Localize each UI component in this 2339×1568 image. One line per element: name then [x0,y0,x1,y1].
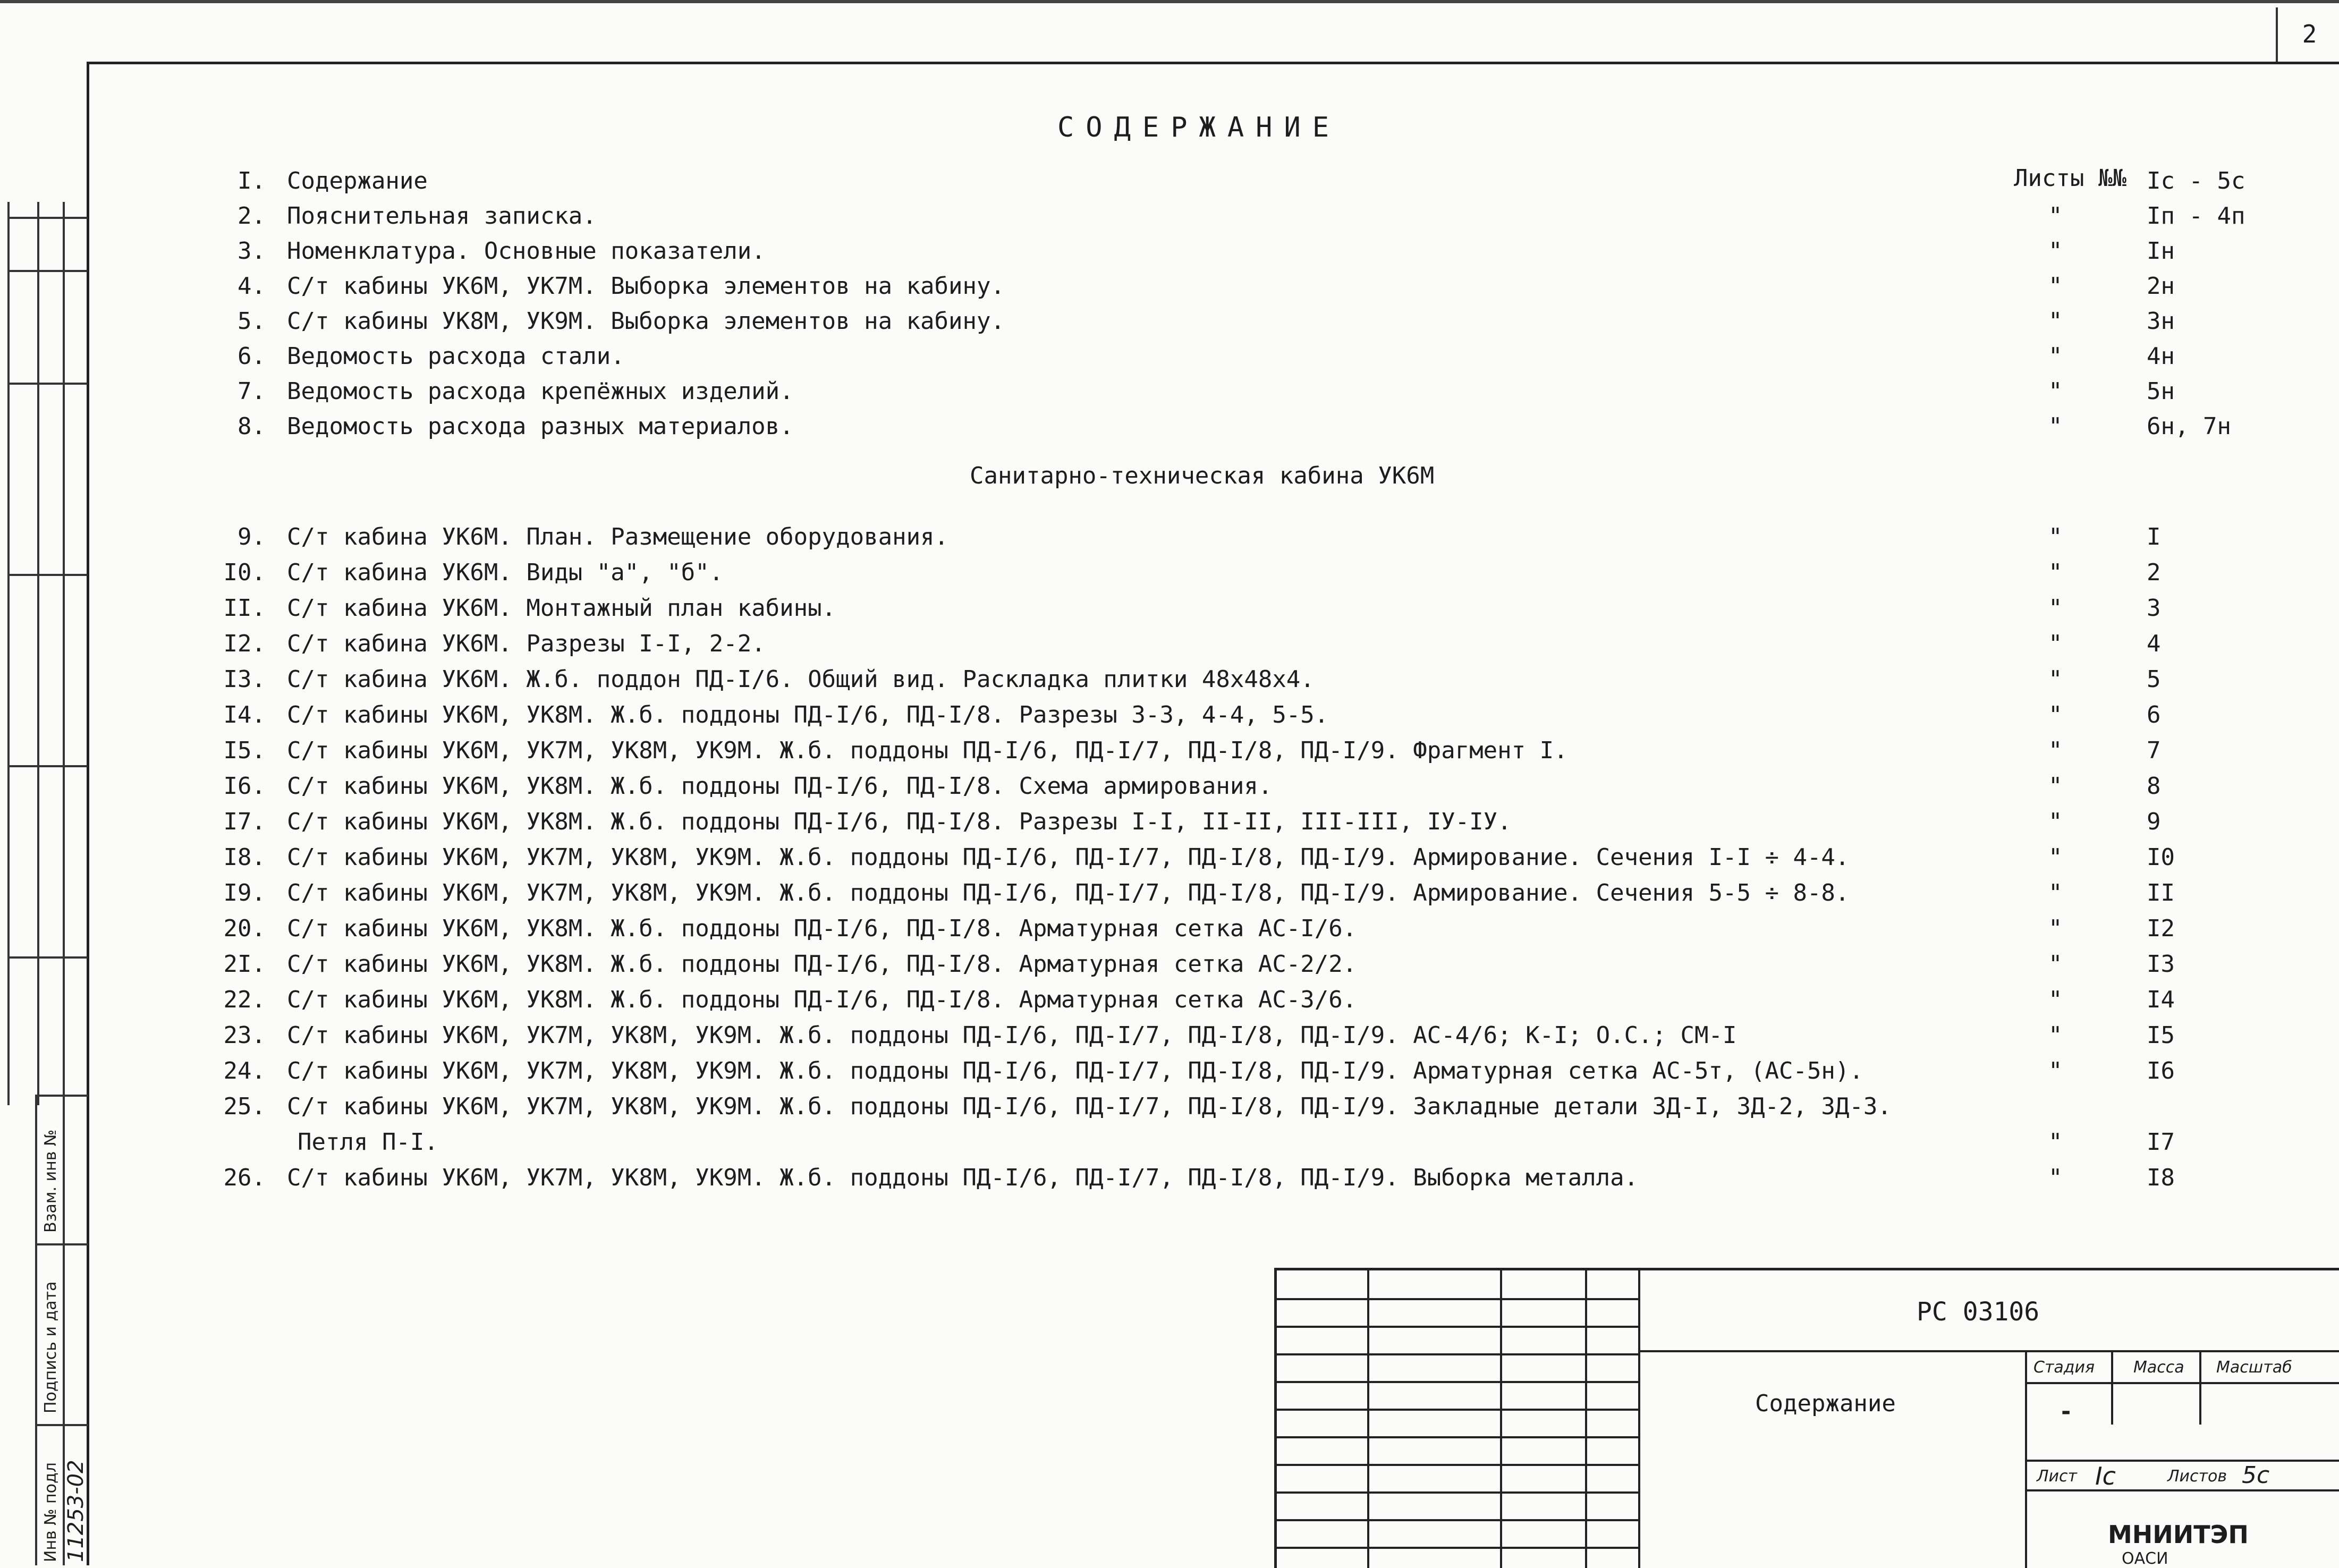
title-block [1274,1268,2339,1568]
inv-number: 11253-02 [64,1460,88,1562]
section-heading: Санитарно-техническая кабина УК6М [970,462,1435,489]
sheet-label: Лист [2037,1467,2078,1486]
organization-name: МНИИТЭП [2108,1520,2249,1549]
page-number: 2 [2302,20,2317,48]
document-title: СОДЕРЖАНИЕ [1057,112,1341,143]
podpis-label: Подпись и дата [41,1281,60,1413]
sheets-column-label: Листы №№ [2014,165,2126,192]
mass-label: Масса [2133,1358,2184,1377]
organization-sub: ОАСИ [2122,1549,2168,1568]
sheet-value: Iс [2095,1462,2116,1490]
scale-label: Масштаб [2216,1358,2292,1377]
stage-label: Стадия [2033,1358,2095,1377]
frame-top-border [87,62,2339,64]
page-number-box [2276,7,2339,62]
top-edge-line [0,0,2339,3]
inv-podl-label: Инв № подл [41,1462,60,1562]
document-code: РС 03106 [1917,1297,2040,1327]
stage-value: - [2061,1398,2071,1425]
sheets-total-value: 5с [2242,1462,2270,1489]
frame-left-border [87,62,89,1565]
sheet-name: Содержание [1755,1390,1896,1417]
sheets-total-label: Листов [2167,1467,2227,1486]
vzam-inv-label: Взам. инв № [41,1129,60,1233]
